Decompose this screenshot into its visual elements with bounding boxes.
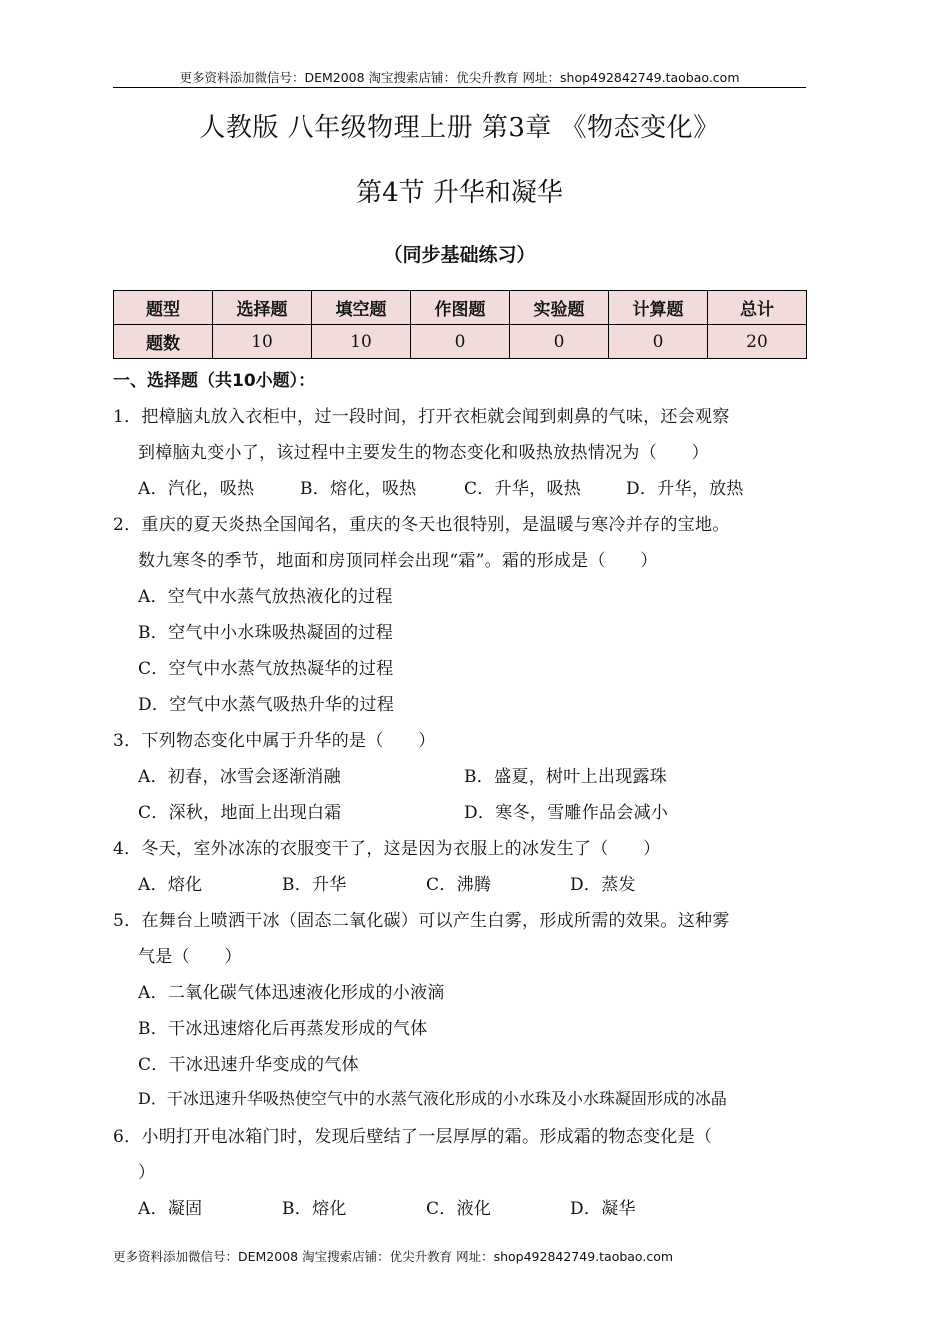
question-4-option-c: C．沸腾 (426, 875, 492, 895)
question-6-option-d: D．凝华 (570, 1199, 636, 1219)
table-cell: 0 (609, 325, 708, 359)
question-1-option-a: A．汽化，吸热 (138, 479, 255, 499)
question-5-line-2: 气是（ ） (138, 947, 242, 967)
question-2-option-c: C．空气中水蒸气放热凝华的过程 (138, 659, 394, 679)
table-cell: 题数 (114, 325, 213, 359)
table-header-cell: 题型 (114, 291, 213, 325)
question-2-option-a: A．空气中水蒸气放热液化的过程 (138, 587, 393, 607)
page-footer: 更多资料添加微信号：DEM2008 淘宝搜索店铺：优尖升教育 网址：shop492842749.taobao.com (113, 1249, 674, 1264)
question-6-option-a: A．凝固 (138, 1199, 203, 1219)
question-5-option-d: D．干冰迅速升华吸热使空气中的水蒸气液化形成的小水珠及小水珠凝固形成的冰晶 (138, 1089, 727, 1108)
question-1-line-1: 1．把樟脑丸放入衣柜中，过一段时间，打开衣柜就会闻到刺鼻的气味，还会观察 (113, 407, 730, 427)
practice-label: （同步基础练习） (383, 244, 536, 266)
question-3-option-c: C．深秋，地面上出现白霜 (138, 803, 342, 823)
question-3-line-1: 3．下列物态变化中属于升华的是（ ） (113, 731, 436, 751)
table-cell: 10 (213, 325, 312, 359)
question-2-option-d: D．空气中水蒸气吸热升华的过程 (138, 695, 395, 715)
question-1-option-d: D．升华，放热 (626, 479, 744, 499)
question-2-option-b: B．空气中小水珠吸热凝固的过程 (138, 623, 393, 643)
table-header-cell: 计算题 (609, 291, 708, 325)
document-title: 人教版 八年级物理上册 第3章 《物态变化》 (199, 113, 720, 143)
question-4-option-b: B．升华 (282, 875, 347, 895)
question-6-line-2: ） (138, 1163, 156, 1183)
question-2-line-2: 数九寒冬的季节，地面和房顶同样会出现“霜”。霜的形成是（ ） (138, 551, 658, 571)
section-title: 第4节 升华和凝华 (356, 178, 563, 208)
table-header-cell: 填空题 (312, 291, 411, 325)
question-5-option-a: A．二氧化碳气体迅速液化形成的小液滴 (138, 983, 445, 1003)
question-1-option-c: C．升华，吸热 (464, 479, 582, 499)
question-6-option-b: B．熔化 (282, 1199, 347, 1219)
question-5-option-c: C．干冰迅速升华变成的气体 (138, 1055, 359, 1075)
question-2-line-1: 2．重庆的夏天炎热全国闻名，重庆的冬天也很特别，是温暖与寒冷并存的宝地。 (113, 515, 730, 535)
page-header: 更多资料添加微信号：DEM2008 淘宝搜索店铺：优尖升教育 网址：shop492842749.taobao.com (179, 70, 740, 85)
question-4-option-d: D．蒸发 (570, 875, 636, 895)
table-header-row (114, 291, 807, 325)
question-3-option-a: A．初春，冰雪会逐渐消融 (138, 767, 341, 787)
question-1-option-b: B．熔化，吸热 (300, 479, 417, 499)
question-5-line-1: 5．在舞台上喷洒干冰（固态二氧化碳）可以产生白雾，形成所需的效果。这种雾 (113, 911, 730, 931)
question-3-option-b: B．盛夏，树叶上出现露珠 (464, 767, 668, 787)
table-cell: 20 (708, 325, 807, 359)
table-cell: 10 (312, 325, 411, 359)
table-row (114, 325, 807, 359)
header-rule (113, 87, 806, 88)
question-3-option-d: D．寒冬，雪雕作品会减小 (464, 803, 669, 823)
table-header-cell: 作图题 (411, 291, 510, 325)
question-6-line-1: 6．小明打开电冰箱门时，发现后壁结了一层厚厚的霜。形成霜的物态变化是（ (113, 1127, 713, 1147)
question-4-line-1: 4．冬天，室外冰冻的衣服变干了，这是因为衣服上的冰发生了（ ） (113, 839, 661, 859)
table-header-cell: 实验题 (510, 291, 609, 325)
question-1-line-2: 到樟脑丸变小了，该过程中主要发生的物态变化和吸热放热情况为（ ） (138, 443, 709, 463)
question-4-option-a: A．熔化 (138, 875, 203, 895)
section-heading: 一、选择题（共10小题）： (113, 371, 316, 391)
question-6-option-c: C．液化 (426, 1199, 492, 1219)
table-cell: 0 (510, 325, 609, 359)
question-summary-table (113, 290, 807, 359)
table-header-cell: 选择题 (213, 291, 312, 325)
table-header-cell: 总计 (708, 291, 807, 325)
question-5-option-b: B．干冰迅速熔化后再蒸发形成的气体 (138, 1019, 428, 1039)
table-cell: 0 (411, 325, 510, 359)
